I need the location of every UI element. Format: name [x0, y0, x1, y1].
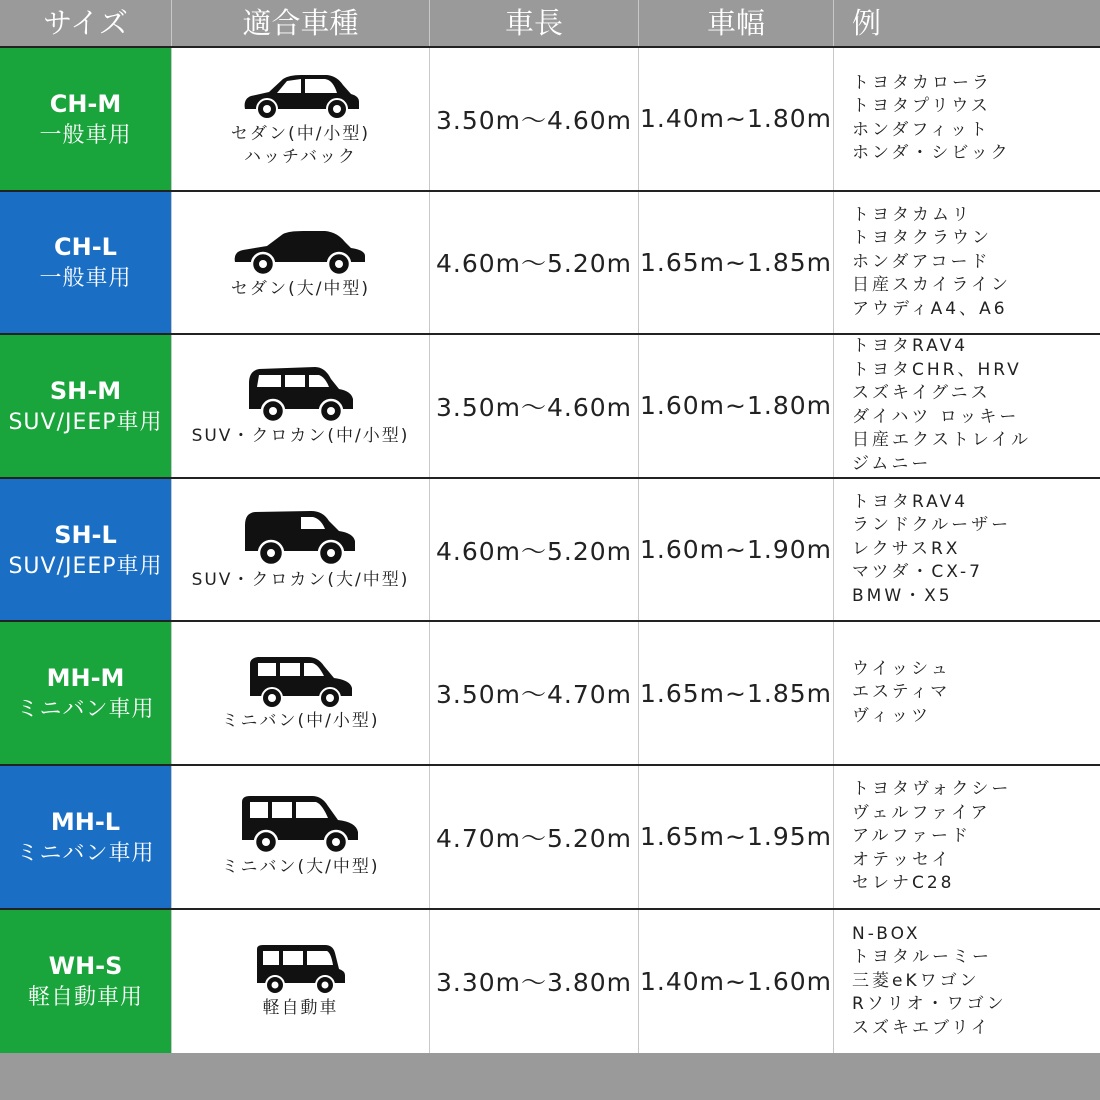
- example-item: スズキイグニス: [852, 383, 991, 404]
- example-item: トヨタヴォクシー: [852, 779, 1012, 800]
- header-length: 車長: [430, 0, 639, 46]
- example-item: ヴェルファイア: [852, 802, 991, 823]
- table-row: [0, 335, 1100, 479]
- suv-car-icon: [245, 363, 357, 425]
- width-cell: 1.60m~1.90m: [639, 479, 834, 621]
- width-cell: 1.65m~1.85m: [639, 192, 834, 334]
- model-cell: [172, 192, 430, 334]
- example-item: ジムニー: [852, 453, 932, 474]
- model-name: セダン(大/中型): [230, 278, 371, 299]
- minivan-car-icon: [240, 794, 362, 856]
- model-cell: [172, 766, 430, 908]
- size-cell: [0, 622, 172, 764]
- width-cell: 1.65m~1.85m: [639, 622, 834, 764]
- model-name: ミニバン(大/中型): [221, 857, 380, 878]
- model-name: SUV・クロカン(大/中型): [191, 570, 410, 591]
- example-item: ヴィッツ: [852, 705, 931, 726]
- table-row: [0, 910, 1100, 1054]
- example-item: ランドクルーザー: [852, 515, 1012, 536]
- length-cell: 4.60m～5.20m: [430, 192, 639, 334]
- kei-car-icon: [253, 943, 349, 997]
- model-name: ミニバン(中/小型): [221, 710, 380, 731]
- table-header: [0, 0, 1100, 48]
- example-item: N-BOX: [852, 923, 921, 944]
- example-item: ウイッシュ: [852, 658, 951, 679]
- example-item: 日産スカイライン: [852, 275, 1011, 296]
- length-cell: 3.30m～3.80m: [430, 910, 639, 1054]
- size-code: WH-S: [48, 952, 123, 981]
- sedan-car-icon: [233, 224, 369, 278]
- example-item: ダイハツ ロッキー: [852, 406, 1020, 427]
- examples-cell: [834, 766, 1100, 908]
- model-cell: [172, 910, 430, 1054]
- size-code: CH-L: [54, 233, 117, 262]
- example-item: オテッセイ: [852, 849, 952, 870]
- size-cell: [0, 479, 172, 621]
- examples-cell: [834, 479, 1100, 621]
- size-use: 軽自動車用: [27, 985, 143, 1011]
- header-width: 車幅: [639, 0, 834, 46]
- model-name: 軽自動車: [262, 997, 339, 1018]
- sedan-car-icon: [239, 69, 363, 123]
- size-use: ミニバン車用: [16, 840, 155, 866]
- example-item: アウディA4、A6: [852, 298, 1008, 319]
- model-name: SUV・クロカン(中/小型): [191, 426, 410, 447]
- example-item: ホンダ・シビック: [852, 143, 1011, 164]
- size-code: MH-L: [50, 807, 121, 836]
- size-use: ミニバン車用: [16, 697, 155, 723]
- example-item: エスティマ: [852, 682, 951, 703]
- length-cell: 3.50m～4.60m: [430, 335, 639, 477]
- example-item: アルファード: [852, 826, 971, 847]
- example-item: Rソリオ・ワゴン: [852, 994, 1007, 1015]
- width-cell: 1.60m~1.80m: [639, 335, 834, 477]
- size-cell: [0, 766, 172, 908]
- example-item: 三菱eKワゴン: [852, 970, 980, 991]
- examples-cell: [834, 335, 1100, 477]
- example-item: レクサスRX: [852, 538, 961, 559]
- example-item: トヨタRAV4: [852, 491, 969, 512]
- width-cell: 1.40m~1.80m: [639, 48, 834, 190]
- size-cell: [0, 910, 172, 1054]
- model-cell: [172, 48, 430, 190]
- examples-cell: [834, 910, 1100, 1054]
- length-cell: 3.50m～4.60m: [430, 48, 639, 190]
- example-item: マツダ・CX-7: [852, 562, 983, 583]
- size-cell: [0, 192, 172, 334]
- examples-cell: [834, 192, 1100, 334]
- example-item: トヨタルーミー: [852, 947, 992, 968]
- length-cell: 3.50m～4.70m: [430, 622, 639, 764]
- width-cell: 1.65m~1.95m: [639, 766, 834, 908]
- example-item: トヨタCHR、HRV: [852, 359, 1022, 380]
- model-cell: [172, 479, 430, 621]
- example-item: スズキエブリイ: [852, 1017, 991, 1038]
- example-item: BMW・X5: [852, 585, 953, 606]
- size-use: 一般車用: [39, 122, 132, 148]
- length-cell: 4.70m～5.20m: [430, 766, 639, 908]
- examples-cell: [834, 622, 1100, 764]
- header-size: サイズ: [0, 0, 172, 46]
- size-code: MH-M: [46, 664, 125, 693]
- width-cell: 1.40m~1.60m: [639, 910, 834, 1054]
- example-item: トヨタプリウス: [852, 96, 991, 117]
- example-item: トヨタカローラ: [852, 72, 992, 93]
- example-item: トヨタクラウン: [852, 228, 992, 249]
- table-row: [0, 192, 1100, 336]
- model-cell: [172, 622, 430, 764]
- example-item: ホンダアコード: [852, 251, 991, 272]
- size-use: SUV/JEEP車用: [8, 553, 163, 579]
- model-name: セダン(中/小型) ハッチバック: [230, 123, 371, 167]
- size-cell: [0, 48, 172, 190]
- example-item: セレナC28: [852, 873, 955, 894]
- header-model: 適合車種: [172, 0, 430, 46]
- example-item: トヨタカムリ: [852, 204, 972, 225]
- suv-car-icon: [243, 507, 359, 569]
- table-row: [0, 48, 1100, 192]
- size-use: SUV/JEEP車用: [8, 409, 163, 435]
- size-use: 一般車用: [39, 266, 132, 292]
- size-code: SH-L: [54, 520, 117, 549]
- examples-cell: [834, 48, 1100, 190]
- length-cell: 4.60m～5.20m: [430, 479, 639, 621]
- table-row: [0, 479, 1100, 623]
- header-example: 例: [852, 6, 882, 40]
- size-code: SH-M: [49, 376, 122, 405]
- table-row: [0, 766, 1100, 910]
- example-item: ホンダフィット: [852, 119, 990, 140]
- model-cell: [172, 335, 430, 477]
- size-code: CH-M: [49, 89, 122, 118]
- example-item: 日産エクストレイル: [852, 430, 1031, 451]
- size-cell: [0, 335, 172, 477]
- table-row: [0, 622, 1100, 766]
- minivan-car-icon: [246, 654, 356, 710]
- example-item: トヨタRAV4: [852, 336, 969, 357]
- table-body: [0, 48, 1100, 1053]
